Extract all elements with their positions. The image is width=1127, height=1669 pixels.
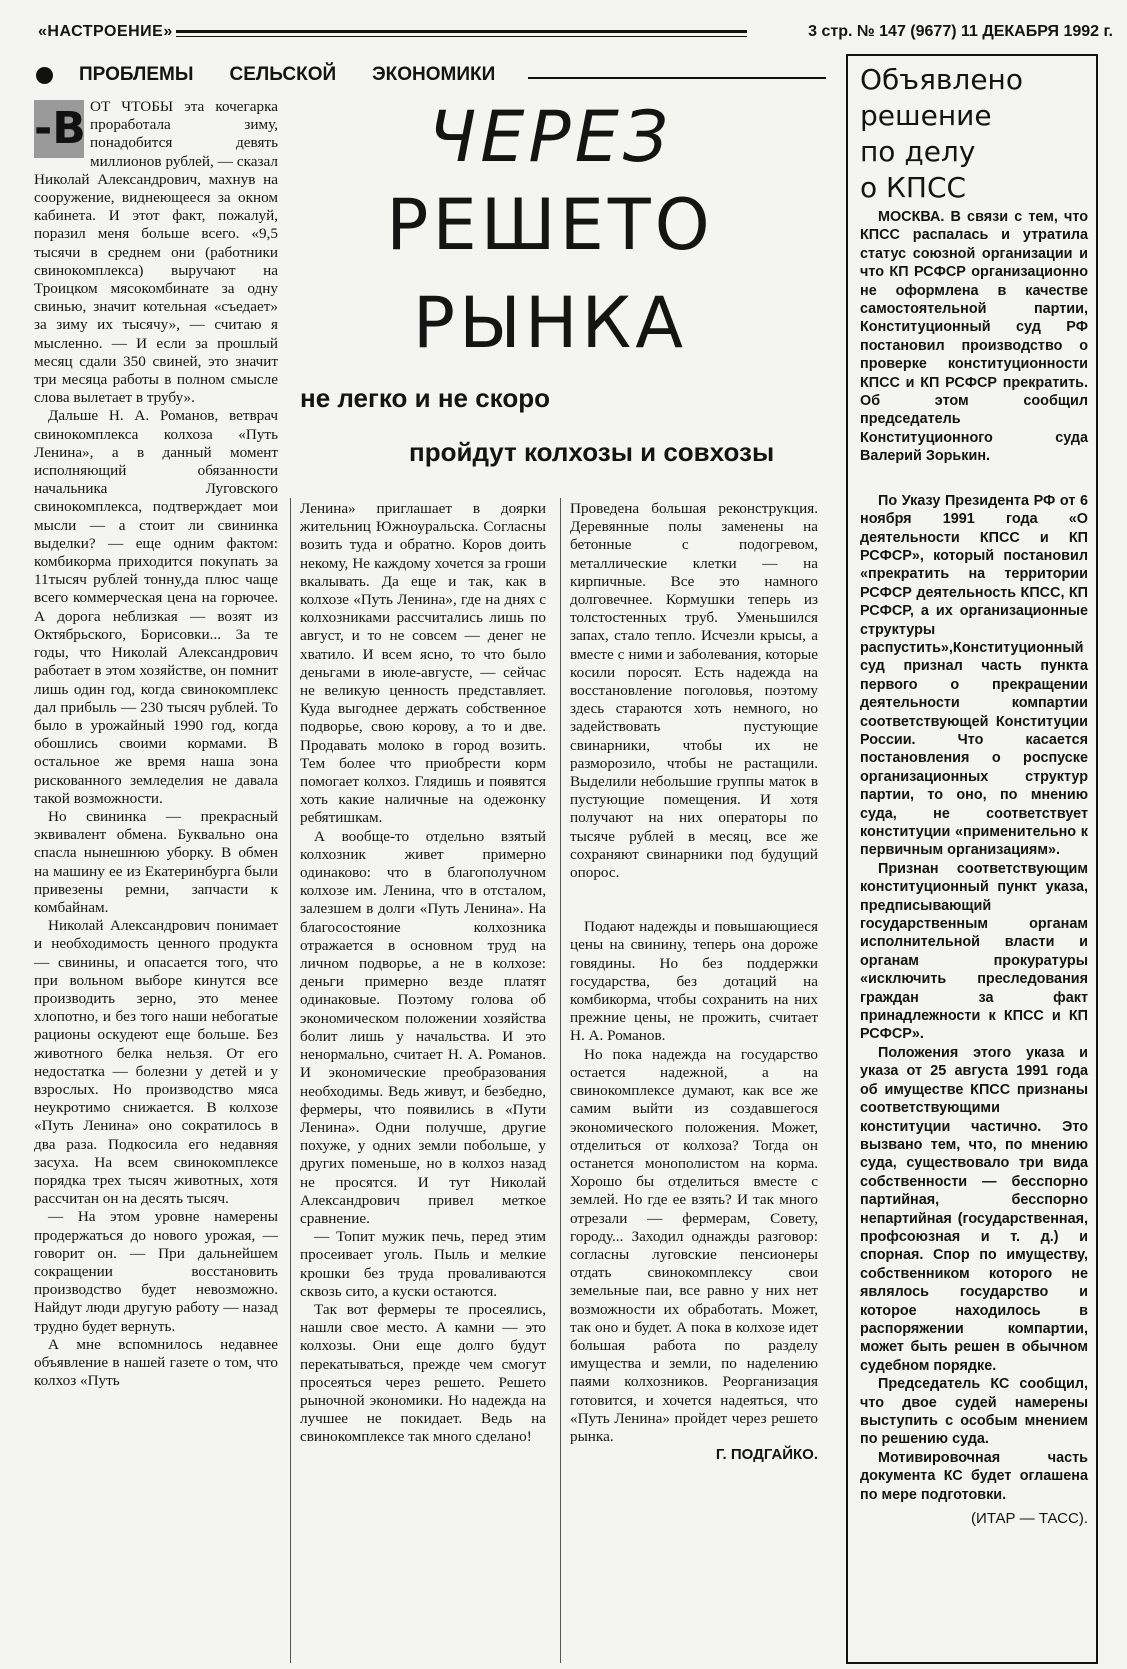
article-paragraph: — Топит мужик печь, перед этим просеивает уголь. Пыль и мелкие крошки без труда проваливаются сквозь сито, а куски остаются. — [300, 1228, 546, 1300]
sidebar-text — [860, 208, 1088, 1504]
column-rule — [560, 498, 561, 1663]
sidebar-title — [860, 62, 1088, 206]
rubric-word: ЭКОНОМИКИ — [372, 64, 496, 85]
headline-line: РЫНКА — [412, 282, 688, 364]
sidebar-paragraph: Признан соответствующим конституционный пункт указа, предписывающий государственным органам исполнительной власти и органам прокуратуры «исключить преследования граждан за факт принадлежности к КПСС и КП РСФСР». — [860, 860, 1088, 1043]
article-author: Г. ПОДГАЙКО. — [715, 1446, 818, 1464]
rubric-word: СЕЛЬСКОЙ — [229, 64, 337, 85]
headline-line: ЧЕРЕЗ — [428, 96, 672, 178]
drop-cap: -В — [34, 100, 84, 158]
article-column-2 — [300, 500, 546, 1666]
issue-info: 3 стр. № 147 (9677) 11 ДЕКАБРЯ 1992 г. — [808, 23, 1113, 40]
article-paragraph: Николай Александрович понимает и необходимость ценного продукта — свинины, и опасается того, что при вольном выборе кинутся все производить зерно, это менее хлопотно, и без того наши небогатые рационы оскудеют еще больше. Без животного белка нельзя. От его недостатка — болезни у детей и у взрослых. Но производство мяса неукротимо снижается. В колхозе «Путь Ленина» оно сократилось в два раза. Подкосила его недавняя засуха. На всем свинокомплексе порядка трех тысяч животных, хотя рассчитан он на десять тысяч. — [34, 917, 278, 1208]
bullet-icon — [36, 67, 53, 84]
article-column-1 — [34, 98, 278, 1666]
sidebar-paragraph: Председатель КС сообщил, что двое судей намерены выступить с особым мнением по решению суда. — [860, 1376, 1088, 1448]
article-paragraph: А вообще-то отдельно взятый колхозник живет примерно одинаково: что в благополучном колхозе им. Ленина, что в отсталом, залезшем в долги «Путь Ленина». На благосостояние колхозника отражается в основном труд на личном подворье, а не в колхозе: деньги примерно везде платят одинаковые. Поэтому голова об экономическом положении хозяйства болит лишь у начальства. И это ненормально, считает Н. А. Романов. И экономические преобразования необходимы. Ведь живут, и безбедно, фермеры, что появились в «Пути Ленина». Одни получше, другие похуже, у одних земли побольше, у других поменьше, но в колхоз назад не просятся. И тут Николай Александрович привел меткое сравнение. — [300, 827, 546, 1227]
sidebar-title-line: Объявлено — [860, 63, 1023, 96]
article-paragraph: Ленина» приглашает в доярки жительниц Южноуральска. Согласны возить туда и обратно. Коров доить некому, Не каждому хочется за гроши вкалывать. Да еще и так, как в колхозе «Путь Ленина», где на днях с колхозниками рассчитались лишь по август, и то не совсем — денег не хватило. И всем ясно, то что было деньгами в июле-августе, — сейчас не великую ценность представляет. Куда выгоднее держать собственное подворье, свою корову, а то и две. Продавать молоко в город возить. Тем более что приобрести корм помогает колхоз. Глядишь и появятся хоть какие наличные на одежонку ребятишкам. — [300, 500, 546, 827]
column-rule — [290, 498, 291, 1663]
article-paragraph: Подают надежды и повышающиеся цены на свинину, теперь она дороже говядины. Но без поддержки государства, без дотаций на комбикорма, чтобы сохранить на них прежние цены, не прожить, считает Н. А. Романов. — [570, 918, 818, 1045]
sidebar-title-line: о КПСС — [860, 171, 967, 204]
news-agency-credit: (ИТАР — ТАСС). — [971, 1510, 1088, 1528]
article-paragraph: — На этом уровне намерены продержаться до нового урожая, — говорит он. — При дальнейшем сокращении восстановить производство будет невозможно. Найдут люди другую работу — назад трудно будет вернуть. — [34, 1208, 278, 1335]
subheadline: не легко и не скоро — [300, 383, 550, 413]
rubric-word: ПРОБЛЕМЫ — [79, 64, 194, 85]
subheadline: пройдут колхозы и совхозы — [409, 437, 775, 467]
header-rule — [176, 30, 747, 33]
sidebar-paragraph: Мотивировочная часть документа КС будет оглашена по мере подготовки. — [860, 1449, 1088, 1503]
sidebar-title-line: решение — [860, 99, 992, 132]
article-paragraph: Так вот фермеры те просеялись, нашли свое место. А камни — это колхозы. Они еще долго будут перекатываться, прежде чем смогут просеяться через решето. Решето рыночной экономики. Но надежда на лучшее не покидает. Ведь на свинокомплексе так много сделано! — [300, 1300, 546, 1446]
sidebar-paragraph: МОСКВА. В связи с тем, что КПСС распалась и утратила статус союзной организации и что КП РСФСР организационно не оформлена в качестве самостоятельной партии, Конституционный суд РФ постановил производство о проверке конституционности КПСС и КП РСФСР прекратить. Об этом сообщил председатель Конституционного суда Валерий Зорькин. — [860, 209, 1088, 465]
article-paragraph: Проведена большая реконструкция. Деревянные полы заменены на бетонные с подогревом, металлические клетки — на кирпичные. Все это намного долговечнее. Кормушки теперь из толстостенных труб. Уменьшился запах, стало тепло. Исчезли крысы, а вместе с ними и заболевания, которые косили поросят. Есть надежда на восстановление поголовья, поэтому здесь стараются хоть немного, но задействовать пустующие свинарники, чтобы их не разморозило, чтобы не растащили. Выделили небольшие группы маток в пустующие помещения. И хотя получают на них операторы по тысяче рублей в месяц, все же сохраняют свинарники под будущий опорос. — [570, 500, 818, 882]
sidebar-paragraph: По Указу Президента РФ от 6 ноября 1991 года «О деятельности КПСС и КП РСФСР», который постановил «прекратить на территории РСФСР деятельность КПСС, КП РСФСР, а их организационные структуры распустить»,Конституционный суд признал часть пункта первого о прекращении деятельности компартии соответствующей Конституции России. Что касается постановления о роспуске организационных структур партии, то оно, по мнению суда, не соответствует конституции «применительно к первичным организациям». — [860, 492, 1088, 859]
section-label: «НАСТРОЕНИЕ» — [38, 23, 173, 40]
news-sidebar — [846, 54, 1098, 1664]
header-rule-thin — [176, 36, 747, 37]
article-paragraph: ОТ ЧТОБЫ эта кочегарка проработала зиму, понадобится девять миллионов рублей, — сказал Николай Александрович, махнув на сооружение, виднеющееся за окном кабинета. И этот факт, пожалуй, поразил меня больше всего. «9,5 тысячи в среднем они (работники свинокомплекса) выручают на Троицком мясокомбинате за одну свинью, значит котельная «съедает» за зиму их тысячу», — считаю я мысленно. — И если за прошлый месяц сдали 350 свиней, это значит три месяца работы в полном смысле слова вылетает в трубу». — [34, 98, 278, 407]
rubric — [36, 64, 495, 86]
headline-line: РЕШЕТО — [386, 184, 714, 266]
rubric-rule — [528, 77, 826, 79]
article-paragraph: А мне вспомнилось недавнее объявление в нашей газете о том, что колхоз «Путь — [34, 1335, 278, 1390]
sidebar-title-line: по делу — [860, 135, 976, 168]
article-paragraph: Но свининка — прекрасный эквивалент обмена. Буквально она спасла нынешнюю уборку. В обмен на машину ее из Екатеринбурга были привезены ремни, запчасти к комбайнам. — [34, 807, 278, 916]
sidebar-paragraph: Положения этого указа и указа от 25 августа 1991 года об имуществе КПСС признаны соответствующими конституции частично. Это вызвано тем, что, по мнению суда, существовало три вида собственности — бесспорно партийная, бесспорно непартийная (государственная, профсоюзная и т. д.) и спорная. Спор по имуществу, собственником которого не являлось государство и которое находилось в распоряжении компартии, может быть решен в обычном судебном порядке. — [860, 1044, 1088, 1374]
article-column-3 — [570, 500, 818, 1666]
article-paragraph: Дальше Н. А. Романов, ветврач свинокомплекса колхоза «Путь Ленина», а в данный момент исполняющий обязанности начальника Луговского свинокомплекса, подтверждает мои мысли — а стоит ли свининка выделки? — еще одним фактом: комбикорма приходится покупать за 11тысяч рублей тонну,да плюс чаще всего коммерческая цена на горючее. А дорога неблизкая — возят из Октябрьского, Борисовки... За те годы, что Николай Александрович работает в этом хозяйстве, он помнит лишь один год, когда свинокомплекс дал прибыль — 230 тысяч рублей. То было в урожайный 1990 год, когда обошлись своими кормами. В остальное же время наша зона рискованного земледелия не давала такой возможности. — [34, 407, 278, 807]
article-paragraph: Но пока надежда на государство остается надежной, а на свинокомплексе думают, как все же самим выйти из создавшегося экономического положения. Может, отделиться от колхоза? Тогда он останется монополистом на корма. Хорошо бы отделиться вместе с землей. Но где ее взять? И так много отрезали — фермерам, Совету, городу... Заходил однажды разговор: согласны луговские пенсионеры отдать свинокомплексу свои земельные паи, все равно у них нет возможности их обработать. Может, так оно и будет. А пока в колхозе идет большая работа по разделу имущества и земли, по наделению паями колхозников. Реорганизация готовится, и хочется надеяться, что «Путь Ленина» пройдет через решето рынка. — [570, 1045, 818, 1445]
